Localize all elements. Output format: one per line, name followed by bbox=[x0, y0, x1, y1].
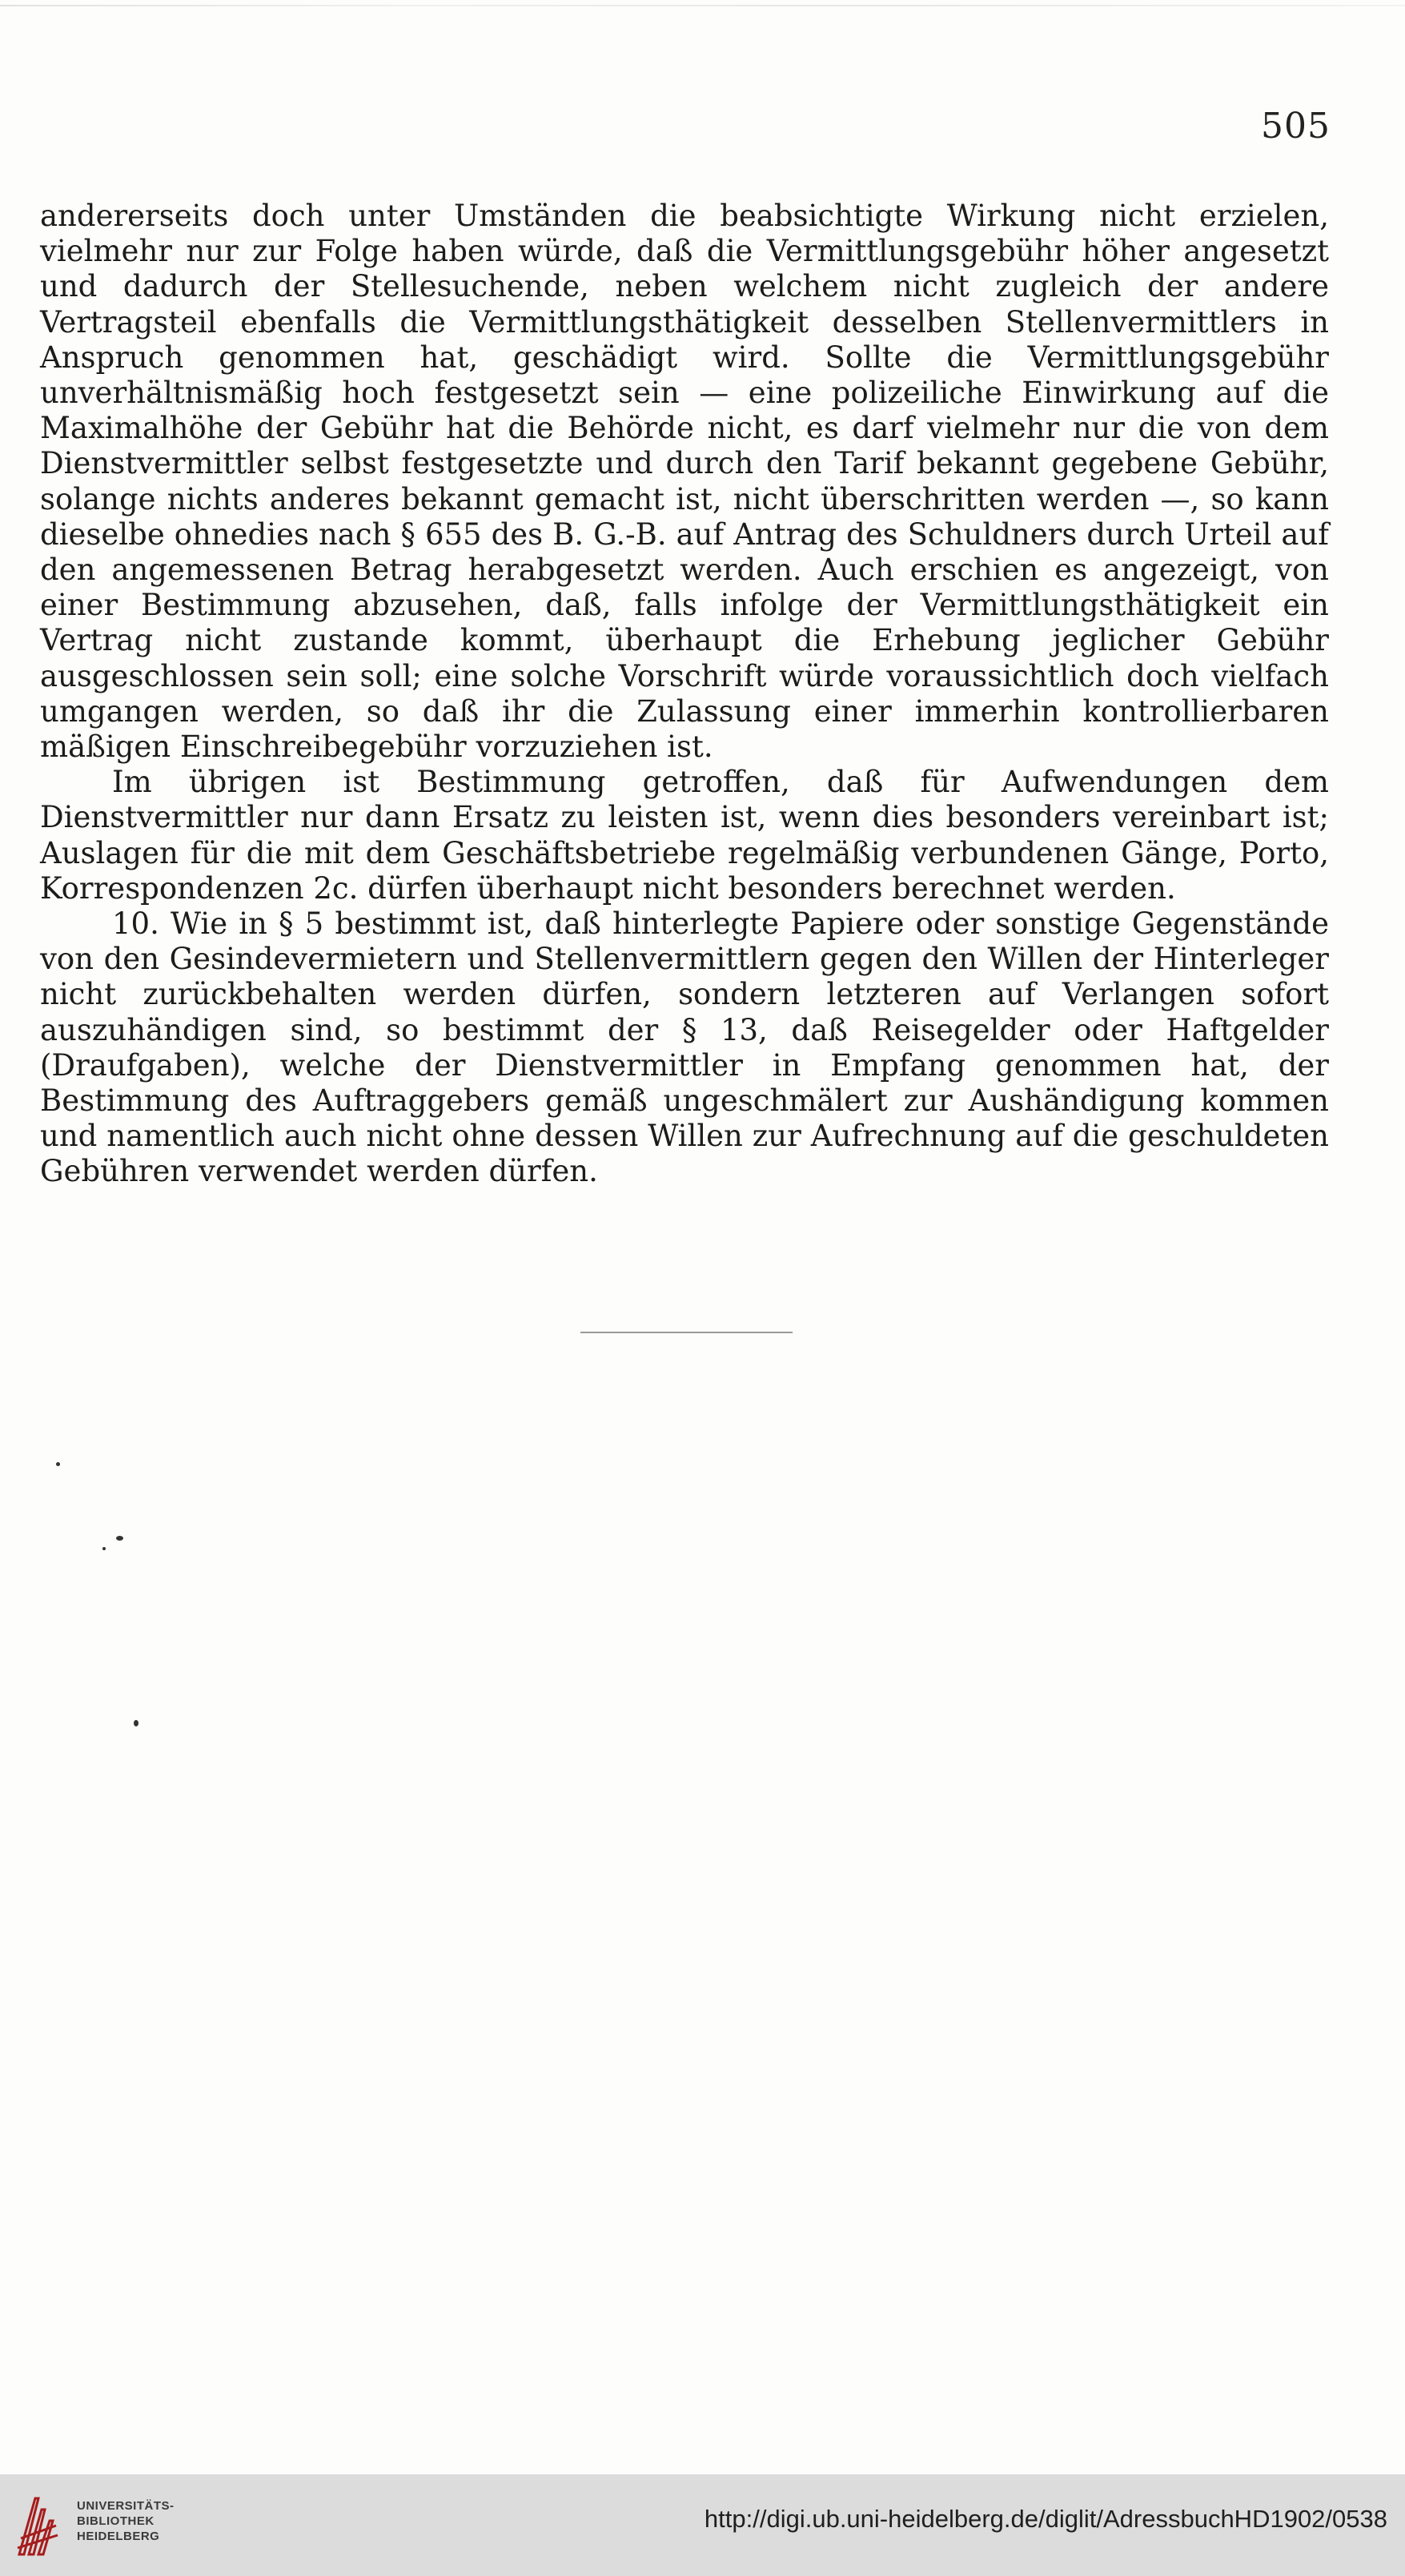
section-separator bbox=[580, 1332, 793, 1333]
footer-bar bbox=[0, 2474, 1405, 2576]
paragraph-expenses: Im übrigen ist Bestimmung getroffen, daß für Aufwendungen dem Dienstvermittler nur dann Ersatz zu leisten ist, wenn dies besonders vereinbart ist; Auslagen für die mit dem Geschäftsbetriebe regelmäßig verbundenen Gänge, Porto, Korrespondenzen 2c. dürfen überhaupt nicht besonders berechnet werden. bbox=[40, 765, 1329, 906]
paragraph-continuation: andererseits doch unter Umständen die beabsichtigte Wirkung nicht erzielen, vielmehr nur zur Folge haben würde, daß die Vermittlungsgebühr höher angesetzt und dadurch der Stellesuchende, neben welchem nicht zugleich der andere Vertragsteil ebenfalls die Vermittlungsthätigkeit desselben Stellenvermittlers in Anspruch genommen hat, geschädigt wird. Sollte die Vermittlungsgebühr unverhältnismäßig hoch festgesetzt sein — eine polizeiliche Einwirkung auf die Maximalhöhe der Gebühr hat die Behörde nicht, es darf vielmehr nur die von dem Dienstvermittler selbst festgesetzte und durch den Tarif bekannt gegebene Gebühr, solange nichts anderes bekannt gemacht ist, nicht überschritten werden —, so kann dieselbe ohnedies nach § 655 des B. G.-B. auf Antrag des Schuldners durch Urteil auf den angemessenen Betrag herabgesetzt werden. Auch erschien es angezeigt, von einer Bestimmung abzusehen, daß, falls infolge der Vermittlungsthätigkeit ein Vertrag nicht zustande kommt, überhaupt die Erhebung jeglicher Gebühr ausgeschlossen sein soll; eine solche Vorschrift würde voraussichtlich doch vielfach umgangen werden, so daß ihr die Zulassung einer immerhin kontrollierbaren mäßigen Einschreibegebühr vorzuziehen ist. bbox=[40, 199, 1329, 765]
page-number: 505 bbox=[1261, 106, 1331, 147]
permalink-url[interactable]: http://digi.ub.uni-heidelberg.de/diglit/AdressbuchHD1902/0538 bbox=[704, 2505, 1387, 2533]
scan-edge-line bbox=[0, 5, 1405, 6]
library-name-line: BIBLIOTHEK bbox=[77, 2514, 155, 2528]
scan-speck bbox=[102, 1547, 106, 1550]
scan-speck bbox=[116, 1536, 123, 1541]
scan-speck bbox=[134, 1720, 138, 1726]
library-name bbox=[77, 2498, 175, 2544]
paragraph-section-10: 10. Wie in § 5 bestimmt ist, daß hinterlegte Papiere oder sonstige Gegenstände von den Gesindevermietern und Stellenvermittlern gegen den Willen der Hinterleger nicht zurückbehalten werden dürfen, sondern letzteren auf Verlangen sofort auszuhändigen sind, so bestimmt der § 13, daß Reisegelder oder Haftgelder (Draufgaben), welche der Dienstvermittler in Empfang genommen hat, der Bestimmung des Auftraggebers gemäß ungeschmälert zur Aushändigung kommen und namentlich auch nicht ohne dessen Willen zur Aufrechnung auf die geschuldeten Gebühren verwendet werden dürfen. bbox=[40, 906, 1329, 1189]
university-library-logo-icon[interactable] bbox=[14, 2492, 61, 2558]
body-text bbox=[40, 199, 1329, 1190]
scan-speck bbox=[56, 1462, 60, 1466]
library-name-line: UNIVERSITÄTS- bbox=[77, 2499, 175, 2513]
library-name-line: HEIDELBERG bbox=[77, 2530, 160, 2543]
